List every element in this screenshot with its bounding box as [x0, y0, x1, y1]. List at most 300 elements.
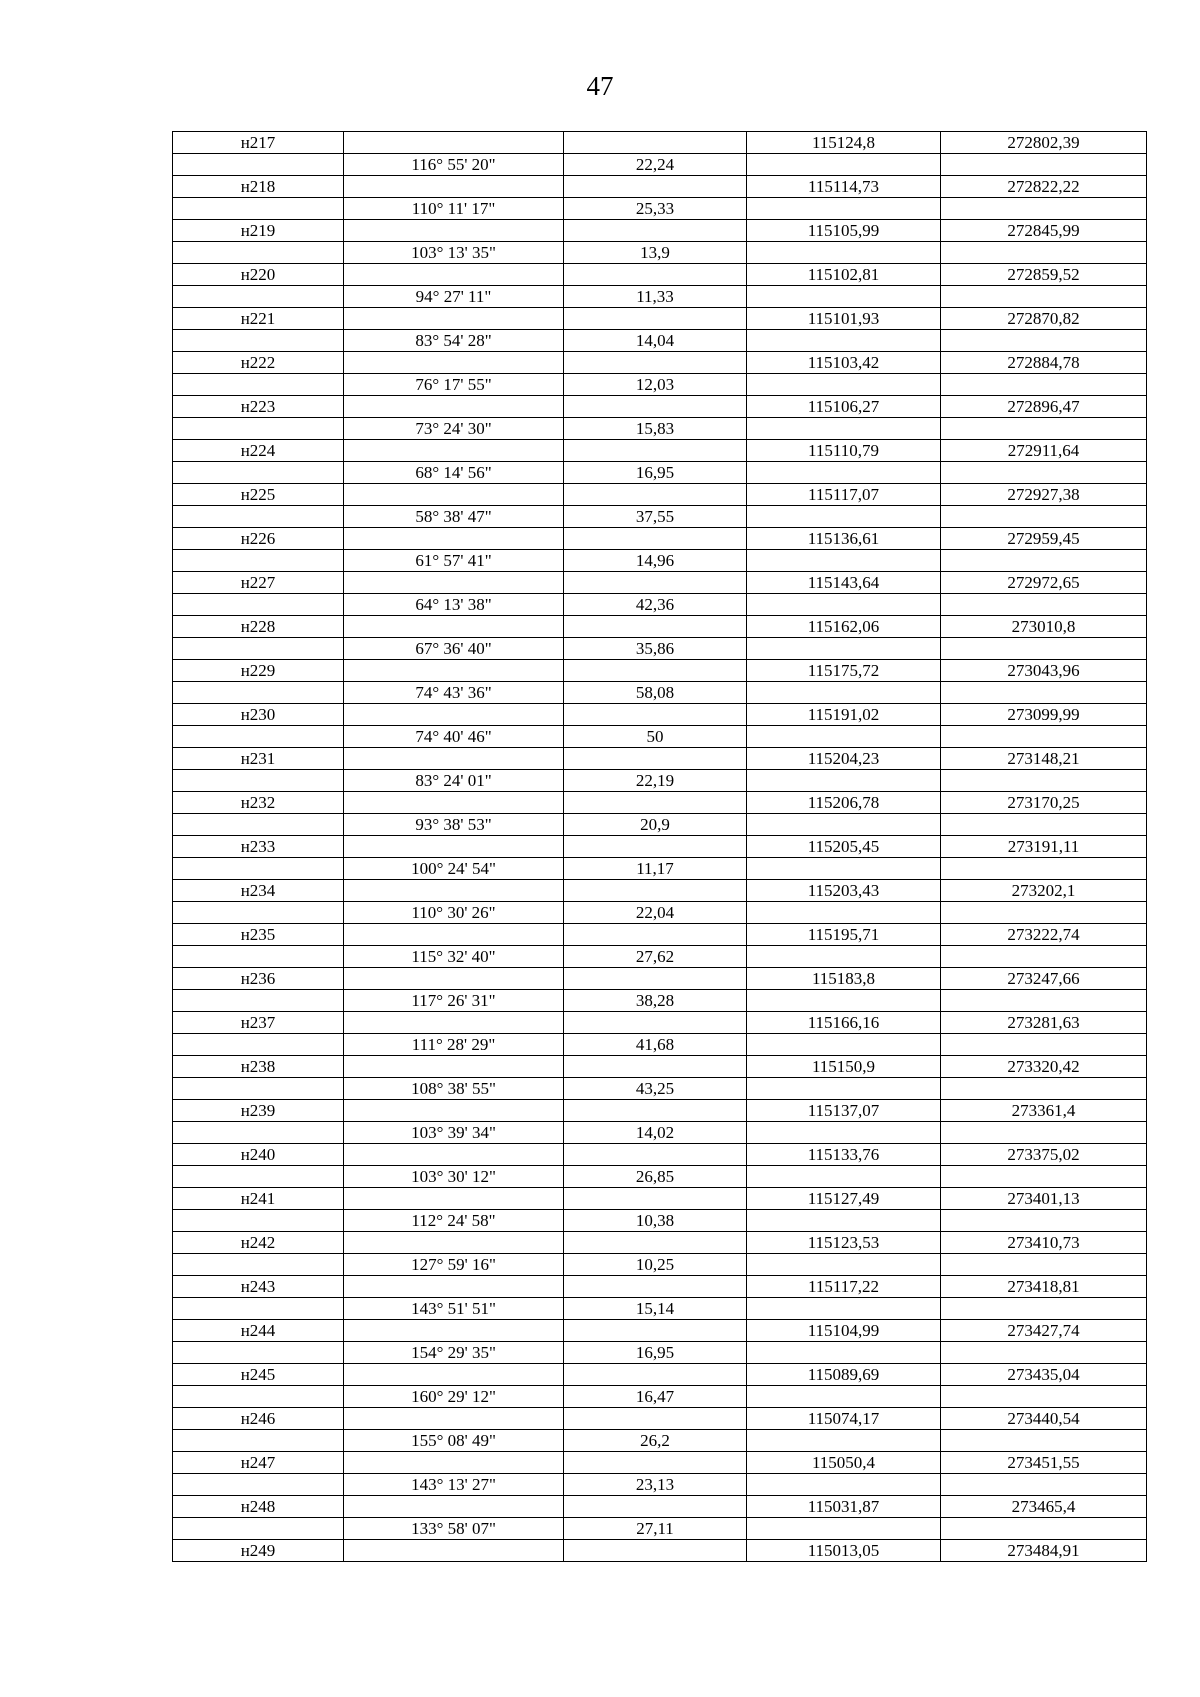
empty-point-cell	[173, 1298, 344, 1320]
empty-point-cell	[173, 418, 344, 440]
x-coordinate: 115117,07	[747, 484, 941, 506]
y-coordinate: 273281,63	[941, 1012, 1147, 1034]
point-name: н226	[173, 528, 344, 550]
empty-point-cell	[173, 1166, 344, 1188]
point-name: н248	[173, 1496, 344, 1518]
empty-point-cell	[173, 374, 344, 396]
segment-distance: 27,11	[564, 1518, 747, 1540]
y-coordinate: 273435,04	[941, 1364, 1147, 1386]
empty-angle-cell	[344, 1144, 564, 1166]
direction-angle: 103° 30' 12"	[344, 1166, 564, 1188]
segment-distance: 13,9	[564, 242, 747, 264]
point-name: н221	[173, 308, 344, 330]
y-coordinate: 273484,91	[941, 1540, 1147, 1562]
empty-distance-cell	[564, 572, 747, 594]
empty-angle-cell	[344, 880, 564, 902]
x-coordinate: 115183,8	[747, 968, 941, 990]
empty-distance-cell	[564, 528, 747, 550]
point-row	[173, 1320, 1147, 1342]
x-coordinate: 115102,81	[747, 264, 941, 286]
x-coordinate: 115137,07	[747, 1100, 941, 1122]
empty-point-cell	[173, 1518, 344, 1540]
empty-y-cell	[941, 462, 1147, 484]
x-coordinate: 115106,27	[747, 396, 941, 418]
point-name: н231	[173, 748, 344, 770]
point-name: н219	[173, 220, 344, 242]
empty-y-cell	[941, 1298, 1147, 1320]
segment-distance: 27,62	[564, 946, 747, 968]
direction-angle: 83° 24' 01"	[344, 770, 564, 792]
point-row	[173, 352, 1147, 374]
empty-x-cell	[747, 1298, 941, 1320]
empty-point-cell	[173, 682, 344, 704]
empty-distance-cell	[564, 792, 747, 814]
empty-distance-cell	[564, 704, 747, 726]
empty-angle-cell	[344, 836, 564, 858]
x-coordinate: 115205,45	[747, 836, 941, 858]
direction-angle: 133° 58' 07"	[344, 1518, 564, 1540]
point-name: н217	[173, 132, 344, 154]
segment-row	[173, 198, 1147, 220]
direction-angle: 74° 43' 36"	[344, 682, 564, 704]
y-coordinate: 273361,4	[941, 1100, 1147, 1122]
empty-distance-cell	[564, 1496, 747, 1518]
empty-y-cell	[941, 1518, 1147, 1540]
x-coordinate: 115123,53	[747, 1232, 941, 1254]
empty-y-cell	[941, 594, 1147, 616]
empty-distance-cell	[564, 836, 747, 858]
y-coordinate: 272896,47	[941, 396, 1147, 418]
empty-x-cell	[747, 418, 941, 440]
empty-x-cell	[747, 1430, 941, 1452]
empty-angle-cell	[344, 484, 564, 506]
x-coordinate: 115089,69	[747, 1364, 941, 1386]
point-name: н247	[173, 1452, 344, 1474]
empty-y-cell	[941, 858, 1147, 880]
page-number: 47	[586, 71, 614, 101]
y-coordinate: 273440,54	[941, 1408, 1147, 1430]
segment-distance: 23,13	[564, 1474, 747, 1496]
x-coordinate: 115136,61	[747, 528, 941, 550]
point-name: н229	[173, 660, 344, 682]
empty-x-cell	[747, 858, 941, 880]
empty-y-cell	[941, 638, 1147, 660]
segment-row	[173, 1298, 1147, 1320]
point-name: н233	[173, 836, 344, 858]
point-row	[173, 704, 1147, 726]
point-row	[173, 264, 1147, 286]
empty-y-cell	[941, 770, 1147, 792]
segment-distance: 22,24	[564, 154, 747, 176]
empty-y-cell	[941, 1430, 1147, 1452]
empty-y-cell	[941, 1474, 1147, 1496]
point-name: н230	[173, 704, 344, 726]
empty-distance-cell	[564, 176, 747, 198]
x-coordinate: 115031,87	[747, 1496, 941, 1518]
y-coordinate: 272972,65	[941, 572, 1147, 594]
direction-angle: 116° 55' 20"	[344, 154, 564, 176]
y-coordinate: 273010,8	[941, 616, 1147, 638]
empty-point-cell	[173, 770, 344, 792]
x-coordinate: 115013,05	[747, 1540, 941, 1562]
empty-x-cell	[747, 946, 941, 968]
empty-angle-cell	[344, 1232, 564, 1254]
segment-row	[173, 726, 1147, 748]
empty-x-cell	[747, 506, 941, 528]
empty-point-cell	[173, 1122, 344, 1144]
segment-distance: 42,36	[564, 594, 747, 616]
segment-row	[173, 418, 1147, 440]
empty-point-cell	[173, 814, 344, 836]
segment-row	[173, 682, 1147, 704]
empty-angle-cell	[344, 1452, 564, 1474]
y-coordinate: 273191,11	[941, 836, 1147, 858]
y-coordinate: 272870,82	[941, 308, 1147, 330]
empty-point-cell	[173, 550, 344, 572]
empty-x-cell	[747, 770, 941, 792]
empty-x-cell	[747, 1122, 941, 1144]
segment-distance: 16,95	[564, 1342, 747, 1364]
empty-x-cell	[747, 330, 941, 352]
y-coordinate: 272884,78	[941, 352, 1147, 374]
empty-y-cell	[941, 1342, 1147, 1364]
point-name: н223	[173, 396, 344, 418]
y-coordinate: 272911,64	[941, 440, 1147, 462]
segment-row	[173, 154, 1147, 176]
segment-row	[173, 990, 1147, 1012]
segment-distance: 11,17	[564, 858, 747, 880]
x-coordinate: 115105,99	[747, 220, 941, 242]
y-coordinate: 272802,39	[941, 132, 1147, 154]
point-row	[173, 1496, 1147, 1518]
point-name: н243	[173, 1276, 344, 1298]
x-coordinate: 115104,99	[747, 1320, 941, 1342]
empty-x-cell	[747, 242, 941, 264]
x-coordinate: 115166,16	[747, 1012, 941, 1034]
x-coordinate: 115203,43	[747, 880, 941, 902]
empty-angle-cell	[344, 220, 564, 242]
empty-distance-cell	[564, 1276, 747, 1298]
point-name: н220	[173, 264, 344, 286]
empty-x-cell	[747, 1034, 941, 1056]
empty-x-cell	[747, 154, 941, 176]
segment-row	[173, 858, 1147, 880]
empty-y-cell	[941, 506, 1147, 528]
empty-distance-cell	[564, 1232, 747, 1254]
x-coordinate: 115127,49	[747, 1188, 941, 1210]
segment-row	[173, 506, 1147, 528]
x-coordinate: 115074,17	[747, 1408, 941, 1430]
empty-x-cell	[747, 374, 941, 396]
direction-angle: 64° 13' 38"	[344, 594, 564, 616]
empty-angle-cell	[344, 924, 564, 946]
segment-row	[173, 770, 1147, 792]
point-row	[173, 220, 1147, 242]
empty-x-cell	[747, 462, 941, 484]
y-coordinate: 273043,96	[941, 660, 1147, 682]
empty-point-cell	[173, 1034, 344, 1056]
segment-row	[173, 462, 1147, 484]
x-coordinate: 115143,64	[747, 572, 941, 594]
empty-x-cell	[747, 594, 941, 616]
empty-distance-cell	[564, 220, 747, 242]
y-coordinate: 273465,4	[941, 1496, 1147, 1518]
segment-distance: 14,02	[564, 1122, 747, 1144]
empty-point-cell	[173, 726, 344, 748]
empty-distance-cell	[564, 616, 747, 638]
segment-distance: 14,04	[564, 330, 747, 352]
direction-angle: 74° 40' 46"	[344, 726, 564, 748]
point-name: н218	[173, 176, 344, 198]
empty-x-cell	[747, 198, 941, 220]
empty-y-cell	[941, 198, 1147, 220]
point-name: н246	[173, 1408, 344, 1430]
empty-point-cell	[173, 154, 344, 176]
x-coordinate: 115175,72	[747, 660, 941, 682]
empty-distance-cell	[564, 1408, 747, 1430]
segment-distance: 41,68	[564, 1034, 747, 1056]
point-row	[173, 176, 1147, 198]
point-name: н238	[173, 1056, 344, 1078]
y-coordinate: 273148,21	[941, 748, 1147, 770]
segment-distance: 58,08	[564, 682, 747, 704]
point-row	[173, 748, 1147, 770]
empty-x-cell	[747, 990, 941, 1012]
empty-distance-cell	[564, 968, 747, 990]
point-name: н237	[173, 1012, 344, 1034]
point-name: н239	[173, 1100, 344, 1122]
point-name: н242	[173, 1232, 344, 1254]
x-coordinate: 115050,4	[747, 1452, 941, 1474]
empty-distance-cell	[564, 1188, 747, 1210]
empty-angle-cell	[344, 528, 564, 550]
empty-y-cell	[941, 374, 1147, 396]
empty-angle-cell	[344, 660, 564, 682]
empty-distance-cell	[564, 1056, 747, 1078]
y-coordinate: 272859,52	[941, 264, 1147, 286]
segment-row	[173, 1386, 1147, 1408]
empty-angle-cell	[344, 396, 564, 418]
point-name: н249	[173, 1540, 344, 1562]
segment-row	[173, 902, 1147, 924]
point-name: н235	[173, 924, 344, 946]
segment-distance: 50	[564, 726, 747, 748]
direction-angle: 117° 26' 31"	[344, 990, 564, 1012]
empty-y-cell	[941, 902, 1147, 924]
segment-distance: 10,38	[564, 1210, 747, 1232]
empty-x-cell	[747, 1386, 941, 1408]
empty-distance-cell	[564, 1364, 747, 1386]
point-name: н227	[173, 572, 344, 594]
coordinates-table-body	[173, 132, 1147, 1562]
empty-point-cell	[173, 286, 344, 308]
empty-x-cell	[747, 726, 941, 748]
x-coordinate: 115110,79	[747, 440, 941, 462]
empty-distance-cell	[564, 1320, 747, 1342]
direction-angle: 58° 38' 47"	[344, 506, 564, 528]
direction-angle: 110° 11' 17"	[344, 198, 564, 220]
empty-distance-cell	[564, 132, 747, 154]
y-coordinate: 273170,25	[941, 792, 1147, 814]
point-row	[173, 1232, 1147, 1254]
empty-point-cell	[173, 1474, 344, 1496]
segment-row	[173, 242, 1147, 264]
empty-distance-cell	[564, 352, 747, 374]
empty-distance-cell	[564, 396, 747, 418]
direction-angle: 115° 32' 40"	[344, 946, 564, 968]
point-row	[173, 132, 1147, 154]
empty-distance-cell	[564, 660, 747, 682]
point-name: н224	[173, 440, 344, 462]
segment-row	[173, 1254, 1147, 1276]
empty-y-cell	[941, 1386, 1147, 1408]
empty-x-cell	[747, 286, 941, 308]
x-coordinate: 115162,06	[747, 616, 941, 638]
empty-distance-cell	[564, 1452, 747, 1474]
direction-angle: 111° 28' 29"	[344, 1034, 564, 1056]
point-name: н225	[173, 484, 344, 506]
segment-distance: 22,04	[564, 902, 747, 924]
segment-row	[173, 1342, 1147, 1364]
y-coordinate: 273451,55	[941, 1452, 1147, 1474]
segment-distance: 11,33	[564, 286, 747, 308]
point-name: н245	[173, 1364, 344, 1386]
point-row	[173, 968, 1147, 990]
empty-angle-cell	[344, 1188, 564, 1210]
empty-distance-cell	[564, 880, 747, 902]
direction-angle: 67° 36' 40"	[344, 638, 564, 660]
point-name: н228	[173, 616, 344, 638]
x-coordinate: 115133,76	[747, 1144, 941, 1166]
empty-distance-cell	[564, 748, 747, 770]
empty-y-cell	[941, 1078, 1147, 1100]
empty-distance-cell	[564, 1144, 747, 1166]
point-row	[173, 924, 1147, 946]
segment-distance: 12,03	[564, 374, 747, 396]
empty-x-cell	[747, 1342, 941, 1364]
direction-angle: 143° 13' 27"	[344, 1474, 564, 1496]
empty-point-cell	[173, 1386, 344, 1408]
point-row	[173, 1540, 1147, 1562]
empty-x-cell	[747, 1210, 941, 1232]
empty-angle-cell	[344, 792, 564, 814]
empty-angle-cell	[344, 1364, 564, 1386]
point-row	[173, 528, 1147, 550]
segment-distance: 43,25	[564, 1078, 747, 1100]
empty-point-cell	[173, 242, 344, 264]
point-row	[173, 1408, 1147, 1430]
x-coordinate: 115101,93	[747, 308, 941, 330]
point-row	[173, 1452, 1147, 1474]
empty-y-cell	[941, 946, 1147, 968]
point-row	[173, 572, 1147, 594]
empty-point-cell	[173, 946, 344, 968]
point-row	[173, 880, 1147, 902]
empty-point-cell	[173, 462, 344, 484]
empty-x-cell	[747, 682, 941, 704]
x-coordinate: 115103,42	[747, 352, 941, 374]
point-row	[173, 396, 1147, 418]
empty-x-cell	[747, 638, 941, 660]
empty-distance-cell	[564, 1540, 747, 1562]
empty-point-cell	[173, 506, 344, 528]
y-coordinate: 273401,13	[941, 1188, 1147, 1210]
empty-point-cell	[173, 902, 344, 924]
segment-row	[173, 638, 1147, 660]
empty-angle-cell	[344, 308, 564, 330]
x-coordinate: 115150,9	[747, 1056, 941, 1078]
direction-angle: 108° 38' 55"	[344, 1078, 564, 1100]
empty-y-cell	[941, 154, 1147, 176]
segment-distance: 35,86	[564, 638, 747, 660]
y-coordinate: 273375,02	[941, 1144, 1147, 1166]
segment-row	[173, 374, 1147, 396]
segment-distance: 16,47	[564, 1386, 747, 1408]
empty-x-cell	[747, 1078, 941, 1100]
empty-point-cell	[173, 198, 344, 220]
direction-angle: 83° 54' 28"	[344, 330, 564, 352]
empty-angle-cell	[344, 1100, 564, 1122]
point-name: н244	[173, 1320, 344, 1342]
direction-angle: 61° 57' 41"	[344, 550, 564, 572]
segment-row	[173, 1122, 1147, 1144]
point-row	[173, 1056, 1147, 1078]
segment-row	[173, 594, 1147, 616]
segment-row	[173, 814, 1147, 836]
empty-y-cell	[941, 1166, 1147, 1188]
y-coordinate: 273410,73	[941, 1232, 1147, 1254]
empty-point-cell	[173, 1078, 344, 1100]
point-row	[173, 1364, 1147, 1386]
y-coordinate: 272959,45	[941, 528, 1147, 550]
empty-y-cell	[941, 1210, 1147, 1232]
empty-point-cell	[173, 1210, 344, 1232]
empty-y-cell	[941, 814, 1147, 836]
point-row	[173, 484, 1147, 506]
point-name: н236	[173, 968, 344, 990]
point-row	[173, 1188, 1147, 1210]
segment-row	[173, 1034, 1147, 1056]
empty-y-cell	[941, 1254, 1147, 1276]
empty-angle-cell	[344, 704, 564, 726]
empty-distance-cell	[564, 440, 747, 462]
empty-y-cell	[941, 990, 1147, 1012]
empty-distance-cell	[564, 1012, 747, 1034]
empty-point-cell	[173, 594, 344, 616]
y-coordinate: 273320,42	[941, 1056, 1147, 1078]
segment-row	[173, 1166, 1147, 1188]
segment-distance: 20,9	[564, 814, 747, 836]
empty-angle-cell	[344, 1408, 564, 1430]
empty-y-cell	[941, 1122, 1147, 1144]
point-row	[173, 1012, 1147, 1034]
empty-point-cell	[173, 330, 344, 352]
empty-distance-cell	[564, 924, 747, 946]
direction-angle: 155° 08' 49"	[344, 1430, 564, 1452]
empty-x-cell	[747, 1518, 941, 1540]
empty-angle-cell	[344, 352, 564, 374]
direction-angle: 93° 38' 53"	[344, 814, 564, 836]
direction-angle: 94° 27' 11"	[344, 286, 564, 308]
y-coordinate: 272845,99	[941, 220, 1147, 242]
segment-row	[173, 1210, 1147, 1232]
empty-distance-cell	[564, 308, 747, 330]
y-coordinate: 273418,81	[941, 1276, 1147, 1298]
direction-angle: 100° 24' 54"	[344, 858, 564, 880]
point-row	[173, 308, 1147, 330]
x-coordinate: 115117,22	[747, 1276, 941, 1298]
point-row	[173, 1144, 1147, 1166]
